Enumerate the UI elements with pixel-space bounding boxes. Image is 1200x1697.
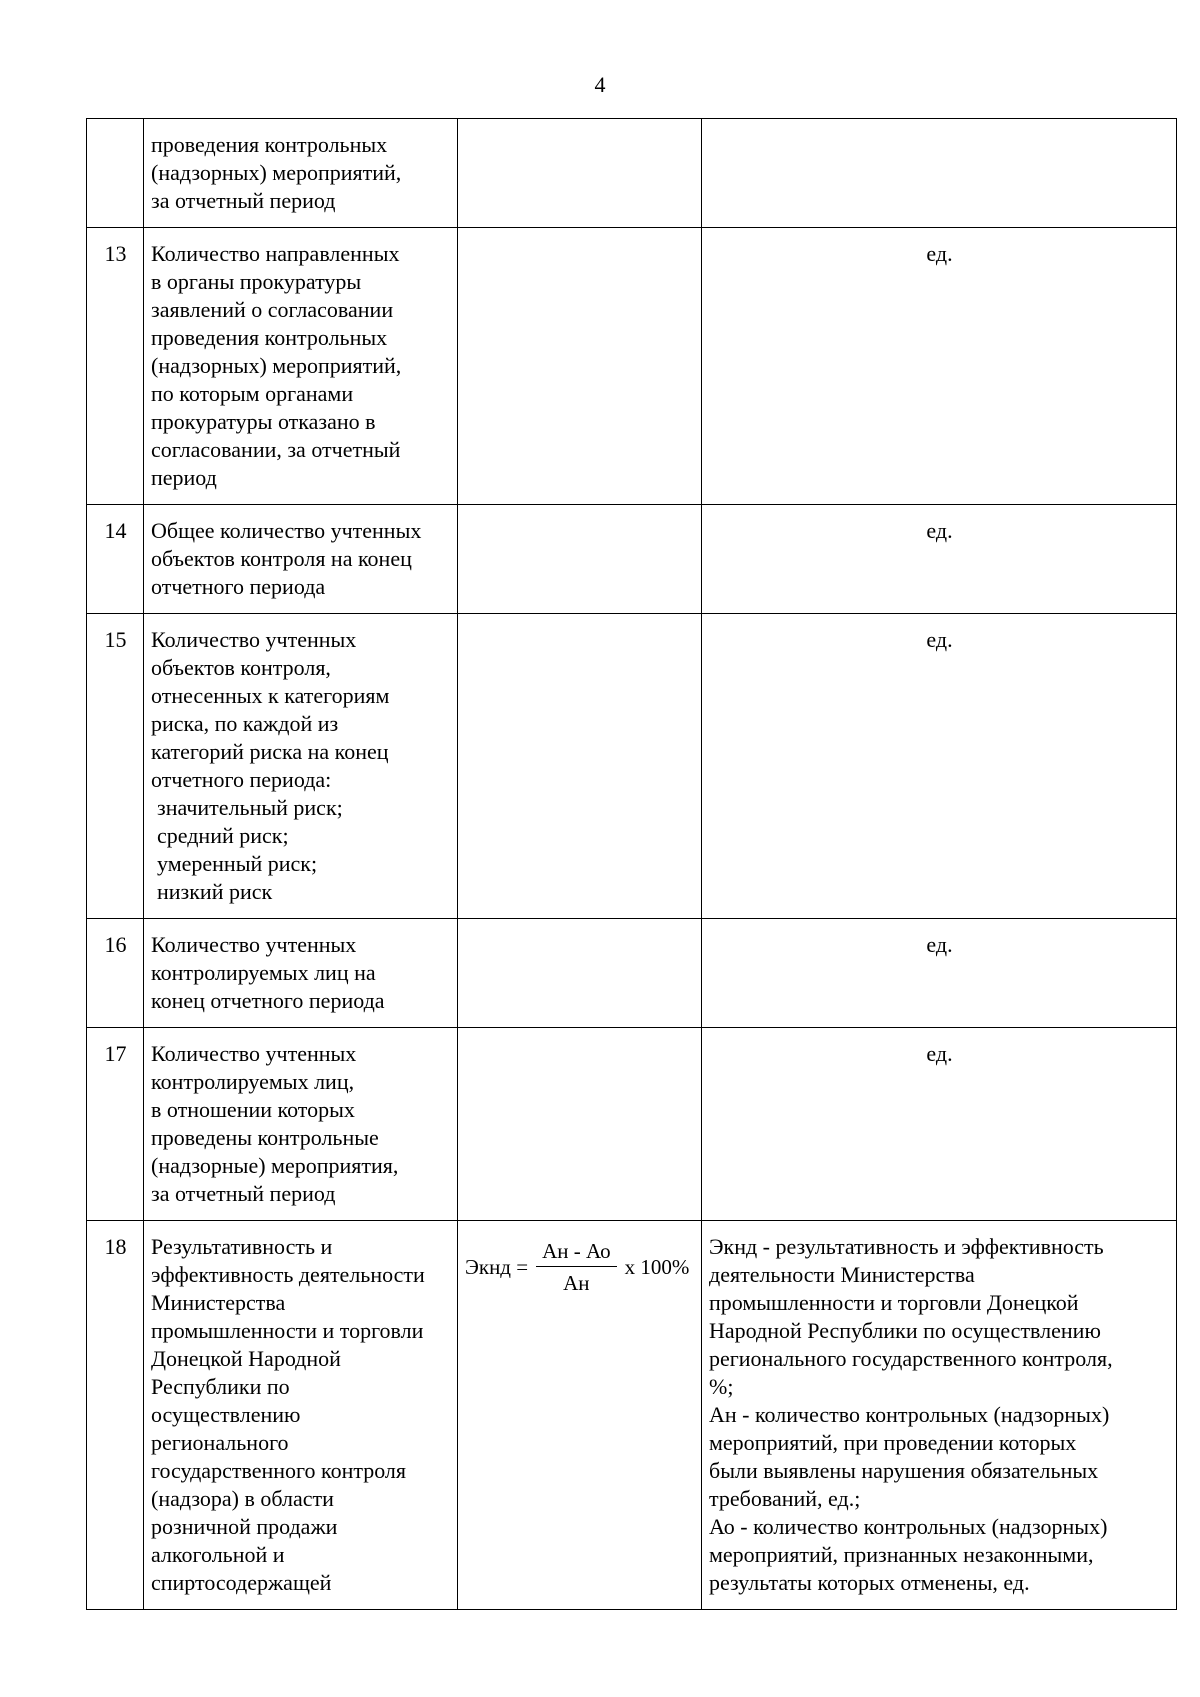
indicator-name-line: (надзора) в области [151, 1486, 334, 1511]
indicator-name-line: отнесенных к категориям [151, 683, 390, 708]
indicator-name-line: отчетного периода [151, 574, 326, 599]
indicator-name-line: риска, по каждой из [151, 711, 339, 736]
indicator-name-line: за отчетный период [151, 188, 336, 213]
indicator-name-line: объектов контроля, [151, 655, 331, 680]
indicator-name-line: регионального [151, 1430, 289, 1455]
row-number: 13 [87, 228, 144, 505]
table-row [87, 228, 1177, 505]
formula-cell [458, 505, 702, 614]
indicator-name-line: контролируемых лиц на [151, 960, 376, 985]
unit-cell: ед. [702, 614, 1177, 919]
indicator-name-line: Количество учтенных [151, 932, 357, 957]
description-line: промышленности и торговли Донецкой [709, 1290, 1079, 1315]
unit-cell: ед. [702, 505, 1177, 614]
indicator-name-line: объектов контроля на конец [151, 546, 412, 571]
efficiency-formula [465, 1233, 695, 1295]
indicator-name-line: Донецкой Народной [151, 1346, 341, 1371]
indicator-name-line: Результативность и [151, 1234, 333, 1259]
unit-cell: ед. [702, 919, 1177, 1028]
indicator-name-line: эффективность деятельности [151, 1262, 425, 1287]
row-number: 16 [87, 919, 144, 1028]
formula-rhs: х 100% [624, 1255, 690, 1279]
indicator-name-line: заявлений о согласовании [151, 297, 394, 322]
indicator-name-line: проведения контрольных [151, 132, 388, 157]
formula-description [702, 1221, 1177, 1610]
description-line: требований, ед.; [709, 1486, 861, 1511]
indicator-name-line: алкогольной и [151, 1542, 285, 1567]
indicator-name-line: категорий риска на конец [151, 739, 389, 764]
description-line: мероприятий, признанных незаконными, [709, 1542, 1094, 1567]
formula-cell [458, 1221, 702, 1610]
indicator-name [144, 119, 458, 228]
table-row [87, 505, 1177, 614]
table-row [87, 119, 1177, 228]
indicator-name-line: спиртосодержащей [151, 1570, 332, 1595]
indicator-name-line: Министерства [151, 1290, 286, 1315]
indicator-name [144, 505, 458, 614]
risk-category-line: умеренный риск; [157, 851, 318, 876]
formula-cell [458, 919, 702, 1028]
row-number: 14 [87, 505, 144, 614]
indicator-name [144, 919, 458, 1028]
description-line: регионального государственного контроля, [709, 1346, 1113, 1371]
description-line: %; [709, 1374, 734, 1399]
indicator-name-line: промышленности и торговли [151, 1318, 424, 1343]
row-number: 17 [87, 1028, 144, 1221]
row-number [87, 119, 144, 228]
indicator-name [144, 614, 458, 919]
indicator-name-line: государственного контроля [151, 1458, 407, 1483]
risk-category-line: низкий риск [157, 879, 273, 904]
indicator-name-line: конец отчетного периода [151, 988, 385, 1013]
indicator-name-line: в отношении которых [151, 1097, 355, 1122]
indicator-name-line: проведены контрольные [151, 1125, 379, 1150]
description-line: мероприятий, при проведении которых [709, 1430, 1077, 1455]
indicator-name-line: (надзорных) мероприятий, [151, 353, 402, 378]
indicator-name-line: период [151, 465, 217, 490]
indicator-name-line: отчетного периода: [151, 767, 332, 792]
risk-category-line: значительный риск; [157, 795, 343, 820]
description-line: Ао - количество контрольных (надзорных) [709, 1514, 1108, 1539]
indicator-name-line: розничной продажи [151, 1514, 338, 1539]
description-line: были выявлены нарушения обязательных [709, 1458, 1099, 1483]
row-number: 15 [87, 614, 144, 919]
page-number: 4 [594, 72, 606, 97]
formula-cell [458, 228, 702, 505]
row-number: 18 [87, 1221, 144, 1610]
indicator-name-line: Количество учтенных [151, 1041, 357, 1066]
risk-category-line: средний риск; [157, 823, 289, 848]
indicator-name-line: контролируемых лиц, [151, 1069, 355, 1094]
indicator-name-line: за отчетный период [151, 1181, 336, 1206]
formula-cell [458, 1028, 702, 1221]
indicator-name [144, 1028, 458, 1221]
indicator-name [144, 228, 458, 505]
unit-cell: ед. [702, 228, 1177, 505]
formula-fraction [536, 1239, 617, 1295]
formula-lhs: Экнд = [465, 1255, 529, 1279]
formula-numerator: Ан - Ао [536, 1239, 617, 1267]
unit-cell: ед. [702, 1028, 1177, 1221]
indicator-name-line: Республики по [151, 1374, 290, 1399]
unit-cell [702, 119, 1177, 228]
formula-denominator: Ан [563, 1271, 590, 1295]
indicator-name-line: Общее количество учтенных [151, 518, 422, 543]
description-line: Экнд - результативность и эффективность [709, 1234, 1104, 1259]
description-line: Ан - количество контрольных (надзорных) [709, 1402, 1110, 1427]
table-row [87, 614, 1177, 919]
description-line: результаты которых отменены, ед. [709, 1570, 1030, 1595]
description-line: деятельности Министерства [709, 1262, 975, 1287]
indicator-name-line: в органы прокуратуры [151, 269, 362, 294]
indicator-name-line: прокуратуры отказано в [151, 409, 376, 434]
table-row [87, 1221, 1177, 1610]
indicator-name-line: по которым органами [151, 381, 354, 406]
description-line: Народной Республики по осуществлению [709, 1318, 1101, 1343]
indicator-name-line: (надзорных) мероприятий, [151, 160, 402, 185]
formula-cell [458, 614, 702, 919]
indicator-name-line: осуществлению [151, 1402, 301, 1427]
indicator-name [144, 1221, 458, 1610]
indicator-name-line: (надзорные) мероприятия, [151, 1153, 399, 1178]
indicator-name-line: проведения контрольных [151, 325, 388, 350]
indicator-name-line: согласовании, за отчетный [151, 437, 401, 462]
indicator-name-line: Количество учтенных [151, 627, 357, 652]
table-row [87, 1028, 1177, 1221]
formula-cell [458, 119, 702, 228]
indicator-name-line: Количество направленных [151, 241, 400, 266]
table-row [87, 919, 1177, 1028]
indicators-table [86, 118, 1177, 1610]
